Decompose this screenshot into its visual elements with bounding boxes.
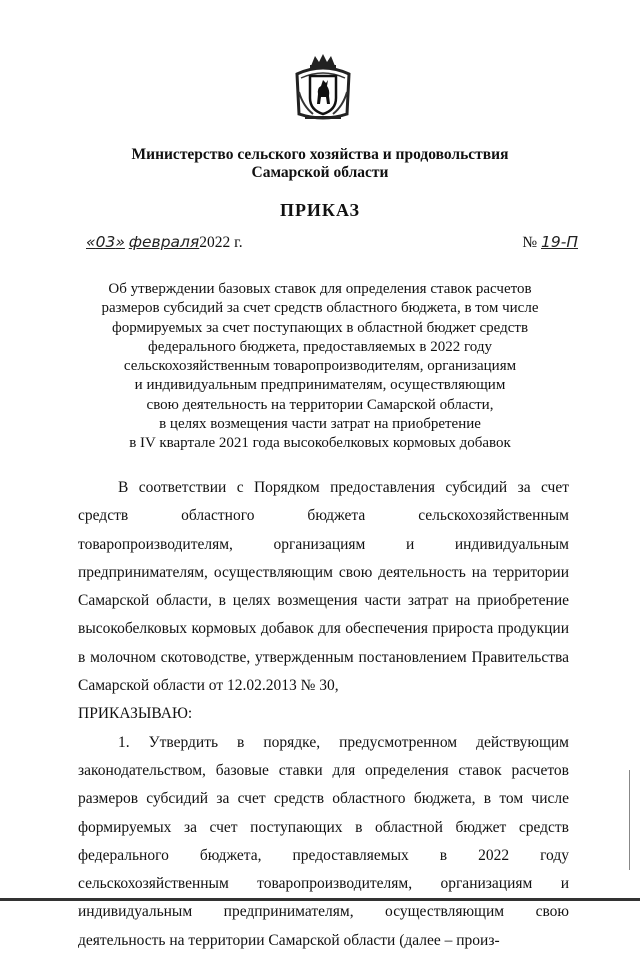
- document-subject: [90, 280, 550, 454]
- subject-line: в целях возмещения части затрат на приобретение: [159, 416, 481, 433]
- document-number: [522, 233, 578, 252]
- subject-line: размеров субсидий за счет средств областного бюджета, в том числе: [101, 300, 539, 317]
- samara-coat-of-arms-icon: [293, 52, 353, 124]
- number-prefix: №: [522, 234, 538, 251]
- ministry-line-1: Министерство сельского хозяйства и продовольствия: [131, 146, 509, 163]
- date-day: 03: [95, 233, 116, 251]
- subject-line: федерального бюджета, предоставляемых в 2022 году: [148, 338, 492, 355]
- document-date: [86, 233, 243, 252]
- subject-line: свою деятельность на территории Самарской области,: [146, 396, 494, 413]
- order-word: ПРИКАЗЫВАЮ:: [78, 705, 193, 723]
- body-paragraph-1: В соответствии с Порядком предоставления субсидий за счет средств областного бюджета сельскохозяйственным товаропроизводителям, организациям и индивидуальным предпринимателям, осуществляющим свою деятельность на территории Самарской области, в целях возмещения части затрат на приобретение высокобелковых кормовых добавок для обеспечения прироста продукции в молочном скотоводстве, утвержденным постановлением Правительства Самарской области от 12.02.2013 № 30,: [78, 479, 569, 695]
- ministry-name: [60, 146, 580, 182]
- document-body: [78, 474, 569, 955]
- subject-line: Об утверждении базовых ставок для определения ставок расчетов: [108, 281, 532, 297]
- date-month: февраля: [128, 233, 200, 251]
- subject-line: и индивидуальным предпринимателям, осуществляющим: [134, 377, 506, 394]
- scan-edge-mark: [629, 770, 630, 870]
- subject-line: формируемых за счет поступающих в областной бюджет средств: [111, 319, 529, 336]
- date-year: 2022 г.: [199, 234, 243, 251]
- ministry-line-2: Самарской области: [251, 164, 389, 181]
- date-close-quote: »: [115, 233, 125, 251]
- subject-line: сельскохозяйственным товаропроизводителям, организациям: [123, 358, 517, 375]
- date-open-quote: «: [86, 233, 96, 251]
- number-value: 19-П: [541, 233, 578, 251]
- document-type-title: ПРИКАЗ: [279, 200, 361, 220]
- page-bottom-edge: [0, 898, 640, 901]
- body-paragraph-2: 1. Утвердить в порядке, предусмотренном действующим законодательством, базовые ставки для определения ставок расчетов размеров субсидий за счет средств областного бюджета, в том числе формируемых за счет поступающих в областной бюджет средств федерального бюджета, предоставляемых в 2022 году сельскохозяйственным товаропроизводителям, организациям и индивидуальным предпринимателям, осуществляющим свою деятельность на территории Самарской области (далее – произ-: [78, 733, 569, 949]
- subject-line: в IV квартале 2021 года высокобелковых кормовых добавок: [129, 435, 511, 452]
